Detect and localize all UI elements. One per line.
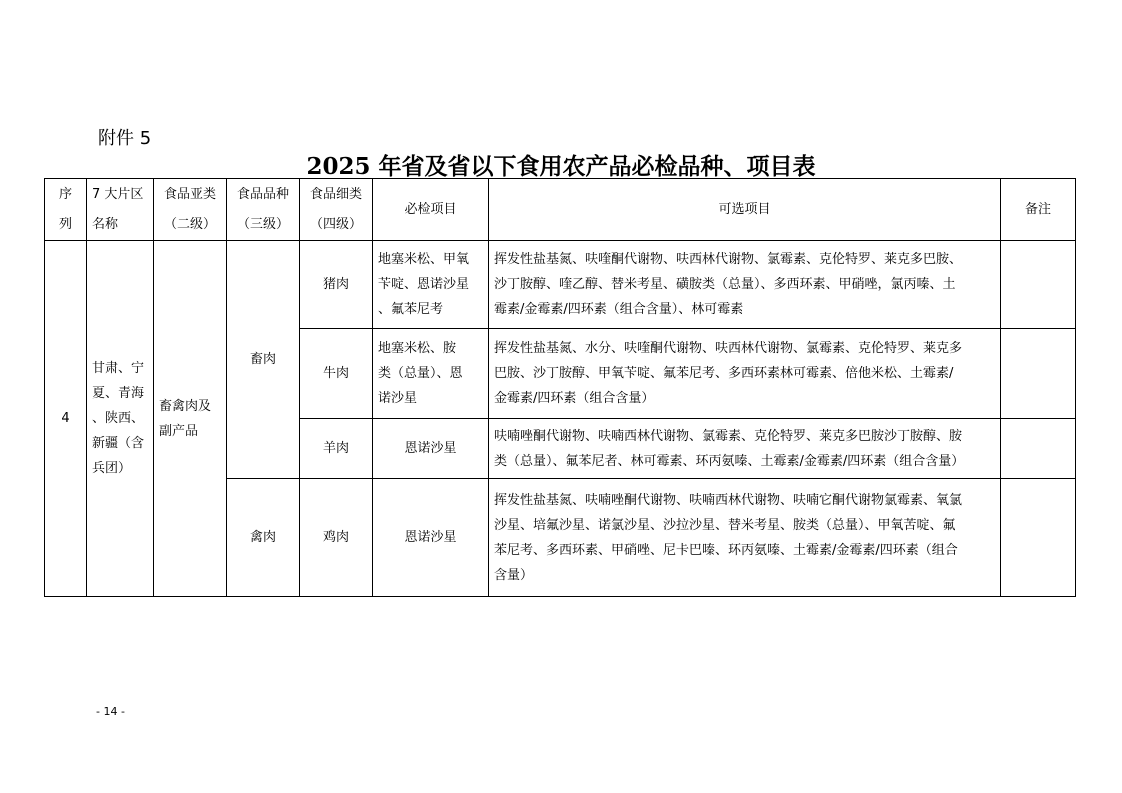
cell-subdivision: 牛肉 <box>300 329 373 419</box>
cell-remarks <box>1001 241 1076 329</box>
cell-optional: 挥发性盐基氮、呋喹酮代谢物、呋西林代谢物、氯霉素、克伦特罗、莱克多巴胺、 沙丁胺醇、喹乙醇、替米考星、磺胺类（总量）、多西环素、甲硝唑，氯丙嗪、土 霉素/金霉素/四环素（组合含量）、林可霉素 <box>489 241 1001 329</box>
cell-subdivision: 猪肉 <box>300 241 373 329</box>
header-remarks: 备注 <box>1001 179 1076 241</box>
cell-optional: 挥发性盐基氮、水分、呋喹酮代谢物、呋西林代谢物、氯霉素、克伦特罗、莱克多 巴胺、沙丁胺醇、甲氧苄啶、氟苯尼考、多西环素林可霉素、倍他米松、土霉素/ 金霉素/四环素（组合含量） <box>489 329 1001 419</box>
attachment-label: 附件 5 <box>98 128 152 149</box>
cell-subdivision: 鸡肉 <box>300 479 373 597</box>
inspection-table <box>44 178 1076 597</box>
cell-remarks <box>1001 419 1076 479</box>
cell-required: 地塞米松、甲氧 苄啶、恩诺沙星 、氟苯尼考 <box>373 241 489 329</box>
cell-required: 恩诺沙星 <box>373 479 489 597</box>
cell-remarks <box>1001 479 1076 597</box>
cell-subcategory: 畜禽肉及 副产品 <box>154 241 227 597</box>
header-subdivision: 食品细类 （四级） <box>300 179 373 241</box>
header-region: 7 大片区 名称 <box>87 179 154 241</box>
header-row <box>45 179 1076 241</box>
cell-required: 地塞米松、胺 类（总量）、恩 诺沙星 <box>373 329 489 419</box>
cell-variety-poultry: 禽肉 <box>227 479 300 597</box>
cell-subdivision: 羊肉 <box>300 419 373 479</box>
header-seq: 序 列 <box>45 179 87 241</box>
table-row <box>45 241 1076 329</box>
cell-optional: 呋喃唑酮代谢物、呋喃西林代谢物、氯霉素、克伦特罗、莱克多巴胺沙丁胺醇、胺 类（总量）、氟苯尼者、林可霉素、环丙氨嗪、土霉素/金霉素/四环素（组合含量） <box>489 419 1001 479</box>
header-required: 必检项目 <box>373 179 489 241</box>
header-variety: 食品品种 （三级） <box>227 179 300 241</box>
cell-remarks <box>1001 329 1076 419</box>
cell-optional: 挥发性盐基氮、呋喃唑酮代谢物、呋喃西林代谢物、呋喃它酮代谢物氯霉素、氧氯 沙星、培氟沙星、诺氯沙星、沙拉沙星、替米考星、胺类（总量）、甲氧苦啶、氟 苯尼考、多西环素、甲硝唑、尼卡巴嗪、环丙氨嗪、土霉素/金霉素/四环素（组合 含量） <box>489 479 1001 597</box>
cell-required: 恩诺沙星 <box>373 419 489 479</box>
page-number: - 14 - <box>96 705 125 718</box>
header-subcategory: 食品亚类 （二级） <box>154 179 227 241</box>
cell-region: 甘肃、宁 夏、青海 、陕西、 新疆（含 兵团） <box>87 241 154 597</box>
header-optional: 可选项目 <box>489 179 1001 241</box>
document-title: 2025 年省及省以下食用农产品必检品种、项目表 <box>306 153 816 180</box>
cell-variety-livestock: 畜肉 <box>227 241 300 479</box>
cell-seq: 4 <box>45 241 87 597</box>
